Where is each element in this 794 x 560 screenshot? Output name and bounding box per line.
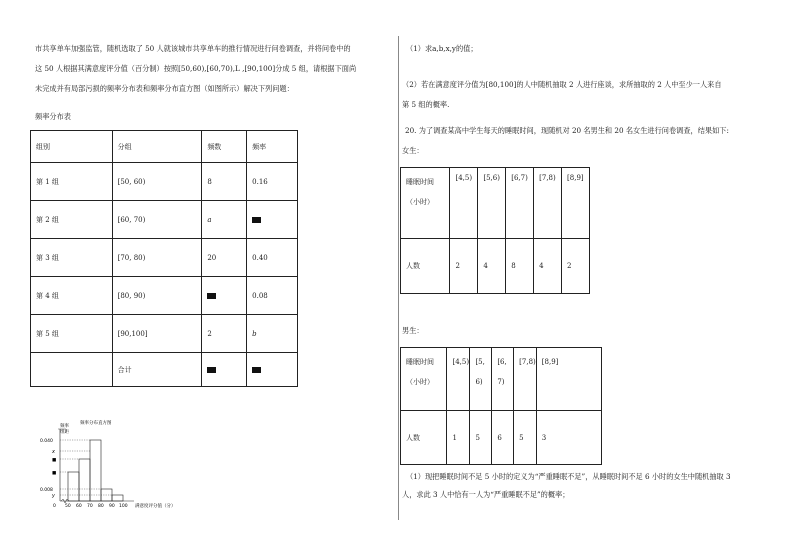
table-row-total — [31, 353, 298, 387]
table-cell: [90,100] — [112, 315, 202, 353]
interval-cell: [7,8) — [534, 168, 562, 239]
count-cell: 4 — [534, 239, 562, 294]
interval-cell — [492, 348, 514, 411]
problem-20-line-1: 20. 为了调查某高中学生每天的睡眠时间，现随机对 20 名男生和 20 名女生进行问卷调查，结果如下: — [405, 126, 729, 135]
male-header-row — [401, 348, 602, 411]
table-cell: [80, 90) — [112, 277, 202, 315]
smudge-mark — [252, 217, 261, 223]
female-label: 女生： — [402, 146, 424, 155]
sleep-time-header — [401, 168, 450, 239]
count-label: 人数 — [401, 239, 450, 294]
table-cell: a — [202, 201, 247, 239]
header-line: 睡眠时间 — [406, 358, 434, 366]
interval-cell — [470, 348, 492, 411]
final-question-line-2: 人，求此 3 人中恰有一人为“严重睡眠不足”的概率； — [402, 490, 570, 499]
interval-text: [4,5) — [452, 358, 470, 366]
x-tick-label: 80 — [98, 504, 104, 509]
header-cell: 分组 — [112, 131, 202, 163]
smudged-cell — [202, 353, 247, 387]
interval-cell — [514, 348, 537, 411]
table-cell: 0.16 — [247, 163, 298, 201]
table-cell: [60, 70) — [112, 201, 202, 239]
male-sleep-table — [400, 347, 602, 465]
count-cell: 8 — [506, 239, 534, 294]
interval-cell: [4,5) — [450, 168, 478, 239]
header-line: 睡眠时间 — [406, 178, 434, 186]
header-cell: 频率 — [247, 131, 298, 163]
table-title: 频率分布表 — [35, 112, 71, 121]
question-2-line-1: （2）若在满意度评分值为[80,100]的人中随机抽取 2 人进行座谈，求所抽取的 2 人中至少一人来自 — [402, 80, 722, 89]
interval-cell — [536, 348, 601, 411]
histogram-bar — [79, 459, 90, 501]
header-line: （小时） — [406, 378, 434, 386]
x-tick-label: 60 — [76, 504, 82, 509]
count-cell: 4 — [478, 239, 506, 294]
table-row — [31, 315, 298, 353]
question-1: （1）求a,b,x,y的值； — [406, 44, 478, 53]
y-tick-label: y — [52, 493, 55, 499]
count-cell: 2 — [450, 239, 478, 294]
table-cell: [70, 80) — [112, 239, 202, 277]
table-row — [31, 201, 298, 239]
intro-line-2: 这 50 人根据其满意度评分值（百分制）按照[50,60),[60,70),L ,[90,100]分成 5 组，请根据下面尚 — [35, 64, 357, 73]
count-cell: 2 — [562, 239, 590, 294]
y-tick-label: 0.008 — [40, 488, 53, 493]
table-cell: 第 3 组 — [31, 239, 113, 277]
count-cell: 3 — [536, 411, 601, 465]
histogram-bar — [112, 495, 123, 501]
smudged-cell — [247, 353, 298, 387]
female-sleep-table — [400, 167, 590, 294]
table-cell: 2 — [202, 315, 247, 353]
table-cell: 0.08 — [247, 277, 298, 315]
x-tick-label: 90 — [109, 504, 115, 509]
table-row — [31, 239, 298, 277]
intro-line-3: 未完成并有局部污损的频率分布表和频率分布直方图（如图所示）解决下列问题： — [35, 84, 294, 93]
histogram-xlabel: 满意度评分值（分） — [135, 504, 176, 509]
smudged-cell — [202, 277, 247, 315]
sleep-time-header — [401, 348, 447, 411]
female-count-row — [401, 239, 590, 294]
table-header-row — [31, 131, 298, 163]
frequency-table — [30, 130, 298, 387]
y-tick-label: ■ — [52, 458, 57, 463]
count-cell: 5 — [514, 411, 537, 465]
histogram-bar — [68, 472, 79, 501]
table-row — [31, 277, 298, 315]
table-cell: 20 — [202, 239, 247, 277]
table-cell — [31, 353, 113, 387]
intro-line-1: 市共享单车加强监管，随机选取了 50 人就该城市共享单车的推行情况进行问卷调查，并将问卷中的 — [35, 44, 351, 53]
smudge-mark — [252, 367, 261, 373]
interval-text: 7) — [497, 378, 505, 386]
table-cell: 第 4 组 — [31, 277, 113, 315]
y-tick-label: 0.040 — [40, 439, 53, 444]
interval-text: [6, — [497, 358, 507, 366]
interval-cell: [6,7) — [506, 168, 534, 239]
histogram-ylabel-1: 频率 — [60, 424, 69, 429]
interval-text: 6) — [475, 378, 483, 386]
count-label: 人数 — [401, 411, 447, 465]
interval-text: [5, — [475, 358, 485, 366]
count-cell: 5 — [470, 411, 492, 465]
frequency-histogram — [30, 415, 230, 515]
x-tick-label: 50 — [65, 504, 71, 509]
female-header-row — [401, 168, 590, 239]
header-cell: 频数 — [202, 131, 247, 163]
table-cell: 0.40 — [247, 239, 298, 277]
smudged-cell — [247, 201, 298, 239]
table-cell: 第 5 组 — [31, 315, 113, 353]
interval-text: [8,9] — [541, 358, 559, 366]
header-cell: 组别 — [31, 131, 113, 163]
table-cell: 第 1 组 — [31, 163, 113, 201]
x-tick-label: 70 — [87, 504, 93, 509]
histogram-bar — [90, 440, 101, 501]
smudge-mark — [207, 367, 216, 373]
count-cell: 1 — [447, 411, 470, 465]
interval-cell: [8,9] — [562, 168, 590, 239]
y-tick-label: ■ — [52, 471, 57, 476]
header-line: （小时） — [406, 198, 434, 206]
interval-cell — [447, 348, 470, 411]
x-tick-label: 100 — [119, 504, 128, 509]
table-cell: [50, 60) — [112, 163, 202, 201]
interval-text: [7,8) — [519, 358, 536, 366]
table-cell: b — [247, 315, 298, 353]
final-question-line-1: （1）现把睡眠时间不足 5 小时的定义为“严重睡眠不足”，从睡眠时间不足 6 小时的女生中随机抽取 3 — [406, 472, 731, 481]
question-2-line-2: 第 5 组的概率. — [402, 100, 450, 109]
table-cell: 合计 — [112, 353, 202, 387]
male-count-row — [401, 411, 602, 465]
count-cell: 6 — [492, 411, 514, 465]
male-label: 男生： — [402, 326, 424, 335]
histogram-ylabel-2: 组距 — [60, 430, 69, 435]
table-cell: 8 — [202, 163, 247, 201]
y-tick-label: x — [52, 449, 55, 455]
column-divider — [398, 36, 399, 520]
histogram-title: 频率分布直方图 — [80, 421, 112, 426]
table-cell: 第 2 组 — [31, 201, 113, 239]
x-tick-label: 0 — [53, 504, 56, 509]
table-row — [31, 163, 298, 201]
interval-cell: [5,6) — [478, 168, 506, 239]
smudge-mark — [207, 293, 216, 299]
